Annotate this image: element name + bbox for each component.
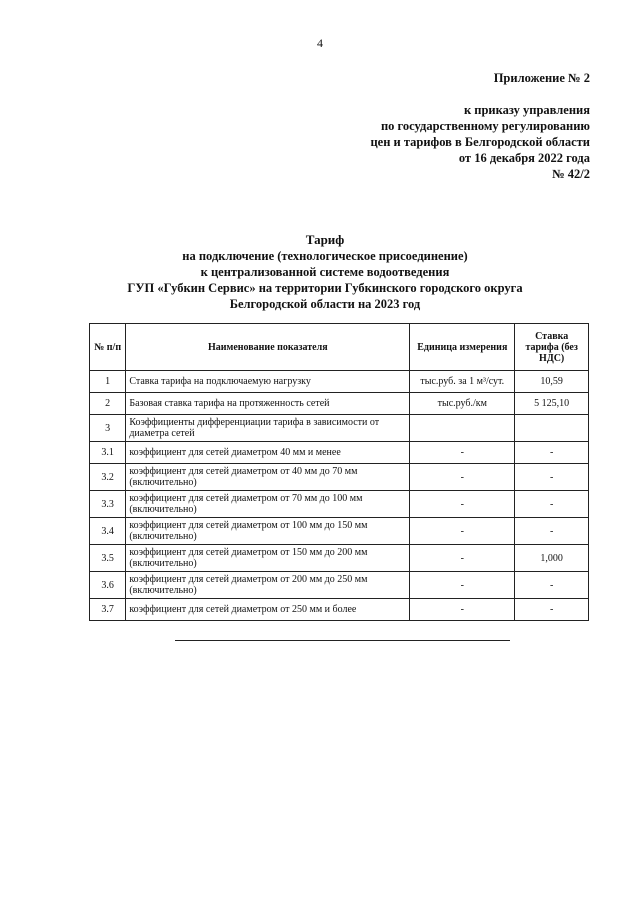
table-row xyxy=(90,464,589,491)
appendix-block xyxy=(300,70,590,182)
table-row xyxy=(90,491,589,518)
row-num: 3.1 xyxy=(90,442,126,464)
header-num: № п/п xyxy=(90,324,126,371)
order-line-2: по государственному регулированию xyxy=(380,119,590,133)
row-rate: 1,000 xyxy=(515,545,589,572)
heading-line-2: к централизованной системе водоотведения xyxy=(200,265,450,279)
row-unit: - xyxy=(410,599,515,621)
appendix-title: Приложение № 2 xyxy=(493,71,590,85)
row-unit: - xyxy=(410,464,515,491)
row-rate: - xyxy=(515,491,589,518)
row-rate: - xyxy=(515,518,589,545)
heading-line-1: на подключение (технологическое присоединение) xyxy=(182,249,468,263)
table-row xyxy=(90,545,589,572)
table-row xyxy=(90,371,589,393)
row-unit: тыс.руб. за 1 м³/сут. xyxy=(410,371,515,393)
row-name: коэффициент для сетей диаметром от 40 мм до 70 мм (включительно) xyxy=(126,464,410,491)
header-rate: Ставка тарифа (без НДС) xyxy=(515,324,589,371)
tariff-table xyxy=(89,323,589,621)
row-name: коэффициент для сетей диаметром от 100 мм до 150 мм (включительно) xyxy=(126,518,410,545)
table-row xyxy=(90,572,589,599)
header-name: Наименование показателя xyxy=(126,324,410,371)
table-row xyxy=(90,393,589,415)
row-num: 3.6 xyxy=(90,572,126,599)
row-rate: - xyxy=(515,442,589,464)
table-row xyxy=(90,599,589,621)
page-number: 4 xyxy=(317,36,323,50)
heading-line-4: Белгородской области на 2023 год xyxy=(229,297,421,311)
document-heading xyxy=(60,232,590,312)
row-rate xyxy=(515,415,589,442)
header-unit: Единица измерения xyxy=(410,324,515,371)
heading-line-3: ГУП «Губкин Сервис» на территории Губкинского городского округа xyxy=(127,281,523,295)
row-unit: - xyxy=(410,491,515,518)
row-name: коэффициент для сетей диаметром от 200 мм до 250 мм (включительно) xyxy=(126,572,410,599)
row-rate: 10,59 xyxy=(515,371,589,393)
row-name: коэффициент для сетей диаметром от 250 мм и более xyxy=(126,599,410,621)
row-unit: - xyxy=(410,442,515,464)
table-row xyxy=(90,415,589,442)
row-name: Коэффициенты дифференциации тарифа в зависимости от диаметра сетей xyxy=(126,415,410,442)
row-rate: - xyxy=(515,464,589,491)
row-num: 3.4 xyxy=(90,518,126,545)
row-num: 3.2 xyxy=(90,464,126,491)
row-rate: - xyxy=(515,572,589,599)
footer-divider xyxy=(175,640,510,641)
row-num: 1 xyxy=(90,371,126,393)
order-line-3: цен и тарифов в Белгородской области xyxy=(370,135,590,149)
row-num: 2 xyxy=(90,393,126,415)
row-name: коэффициент для сетей диаметром от 70 мм до 100 мм (включительно) xyxy=(126,491,410,518)
row-num: 3.7 xyxy=(90,599,126,621)
row-unit xyxy=(410,415,515,442)
row-num: 3.3 xyxy=(90,491,126,518)
row-unit: - xyxy=(410,545,515,572)
table-row xyxy=(90,442,589,464)
row-rate: - xyxy=(515,599,589,621)
row-num: 3.5 xyxy=(90,545,126,572)
order-line-5: № 42/2 xyxy=(552,167,590,181)
row-rate: 5 125,10 xyxy=(515,393,589,415)
row-unit: - xyxy=(410,572,515,599)
heading-title: Тариф xyxy=(305,232,345,247)
order-line-1: к приказу управления xyxy=(463,103,590,117)
row-name: коэффициент для сетей диаметром 40 мм и менее xyxy=(126,442,410,464)
order-line-4: от 16 декабря 2022 года xyxy=(458,151,590,165)
row-unit: тыс.руб./км xyxy=(410,393,515,415)
table-row xyxy=(90,518,589,545)
row-name: Ставка тарифа на подключаемую нагрузку xyxy=(126,371,410,393)
row-name: Базовая ставка тарифа на протяженность сетей xyxy=(126,393,410,415)
table-header-row xyxy=(90,324,589,371)
row-num: 3 xyxy=(90,415,126,442)
row-unit: - xyxy=(410,518,515,545)
row-name: коэффициент для сетей диаметром от 150 мм до 200 мм (включительно) xyxy=(126,545,410,572)
